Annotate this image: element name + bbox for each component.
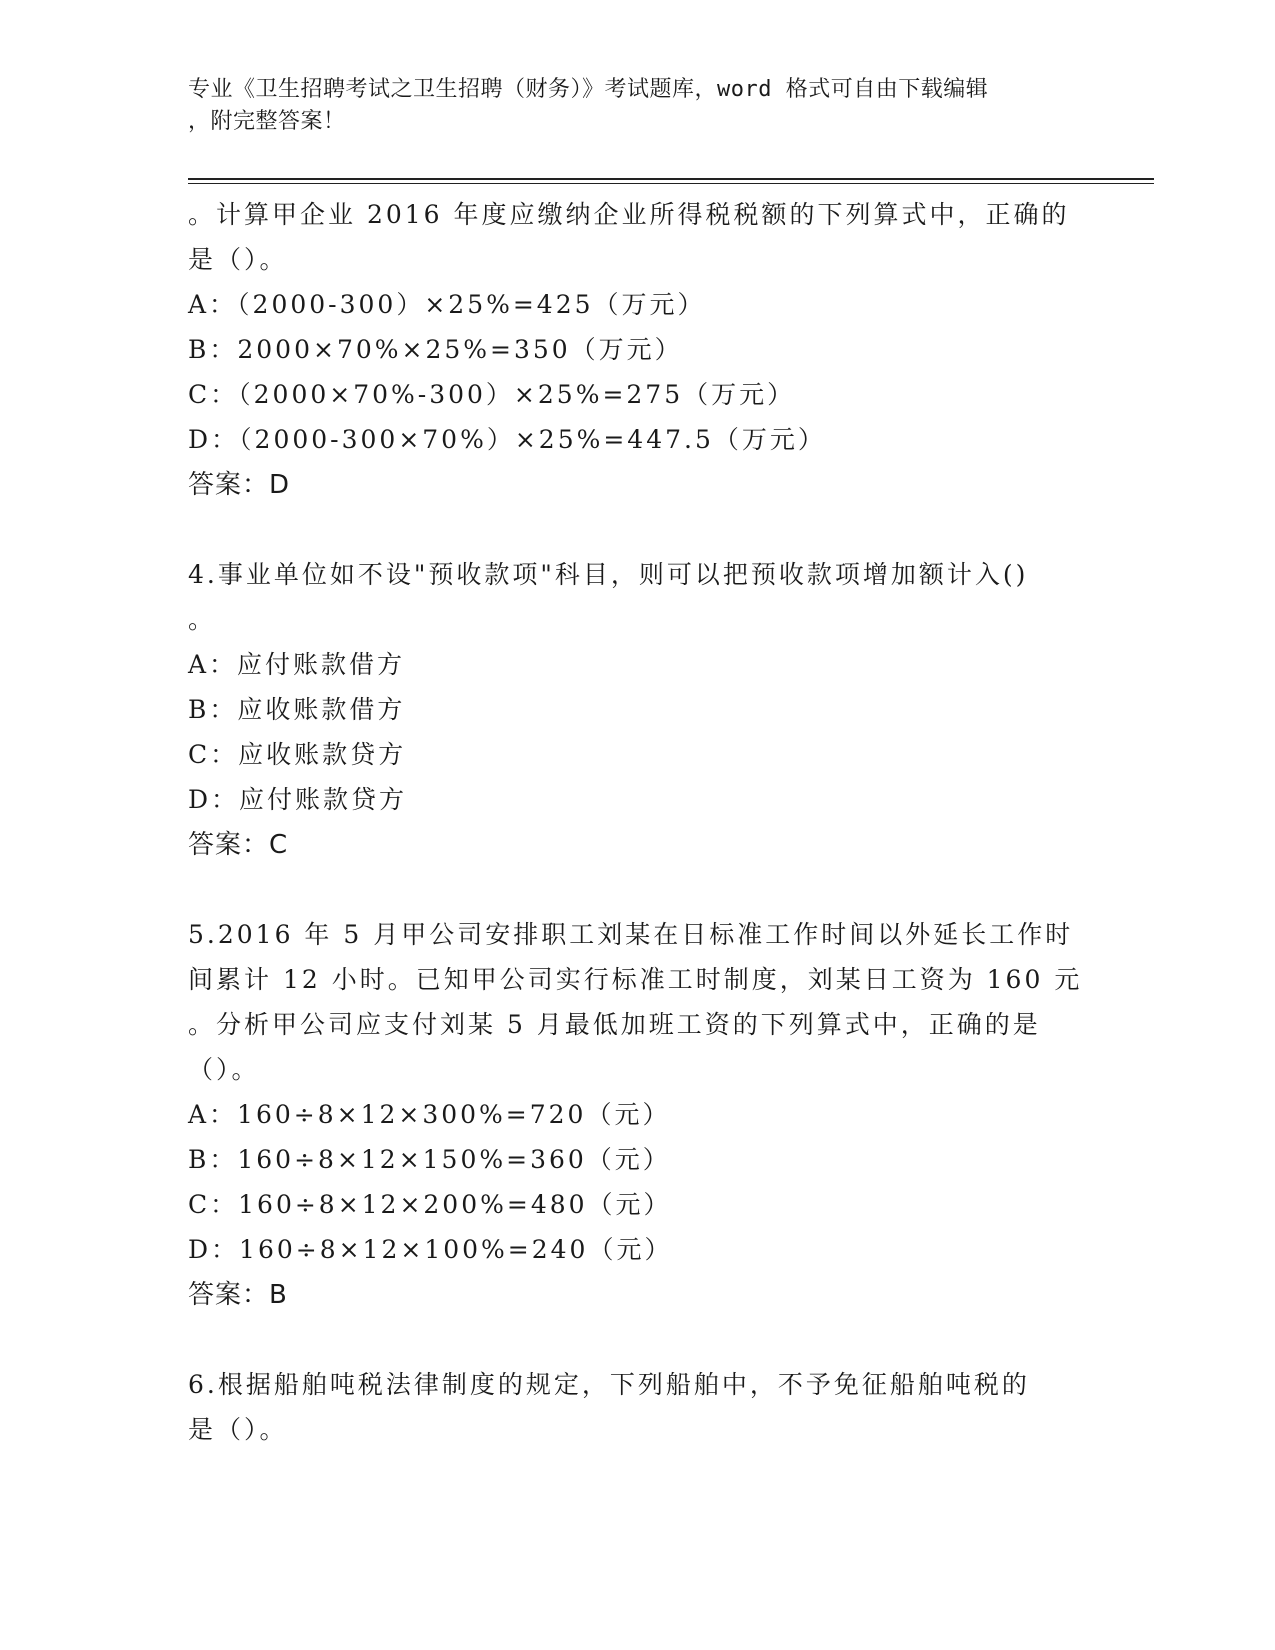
option-b: B：2000×70%×25%=350（万元） (188, 335, 683, 364)
question-4 (188, 552, 1088, 868)
document-header (188, 74, 1068, 138)
option-a: A：（2000-300）×25%=425（万元） (188, 290, 706, 319)
option-c: C：（2000×70%-300）×25%=275（万元） (188, 380, 796, 409)
option-d: D：（2000-300×70%）×25%=447.5（万元） (188, 425, 826, 454)
option-c: C：应收账款贷方 (188, 740, 407, 769)
question-text: 。计算甲企业 2016 年度应缴纳企业所得税税额的下列算式中，正确的 (188, 200, 1070, 229)
spacer (188, 508, 1088, 552)
option-d: D：160÷8×12×100%=240（元） (188, 1235, 673, 1264)
question-text: 。 (188, 605, 217, 634)
option-b: B：应收账款借方 (188, 695, 406, 724)
header-rule-thick (188, 178, 1154, 180)
header-line-2: ，附完整答案！ (188, 109, 346, 134)
question-6 (188, 1362, 1088, 1452)
answer: 答案：C (188, 830, 289, 860)
question-text: 是（）。 (188, 245, 288, 274)
question-5 (188, 912, 1088, 1318)
question-3 (188, 192, 1088, 508)
document-body (188, 192, 1088, 1452)
header-rule-thin (188, 183, 1154, 184)
option-d: D：应付账款贷方 (188, 785, 408, 814)
option-c: C：160÷8×12×200%=480（元） (188, 1190, 672, 1219)
question-text: 是（）。 (188, 1415, 288, 1444)
question-text: 6.根据船舶吨税法律制度的规定，下列船舶中，不予免征船舶吨税的 (188, 1370, 1030, 1399)
answer: 答案：B (188, 1280, 288, 1310)
spacer (188, 1318, 1088, 1362)
question-text: 。分析甲公司应支付刘某 5 月最低加班工资的下列算式中，正确的是 (188, 1010, 1041, 1039)
option-b: B：160÷8×12×150%=360（元） (188, 1145, 671, 1174)
question-text: 5.2016 年 5 月甲公司安排职工刘某在日标准工作时间以外延长工作时 (188, 920, 1074, 949)
question-text: 间累计 12 小时。已知甲公司实行标准工时制度，刘某日工资为 160 元 (188, 965, 1083, 994)
header-line-1: 专业《卫生招聘考试之卫生招聘（财务）》考试题库，word 格式可自由下载编辑 (188, 77, 989, 102)
question-text: 4.事业单位如不设"预收款项"科目，则可以把预收款项增加额计入() (188, 560, 1029, 589)
option-a: A：160÷8×12×300%=720（元） (188, 1100, 671, 1129)
option-a: A：应付账款借方 (188, 650, 406, 679)
spacer (188, 868, 1088, 912)
question-text: （）。 (188, 1055, 260, 1084)
answer: 答案：D (188, 470, 291, 500)
